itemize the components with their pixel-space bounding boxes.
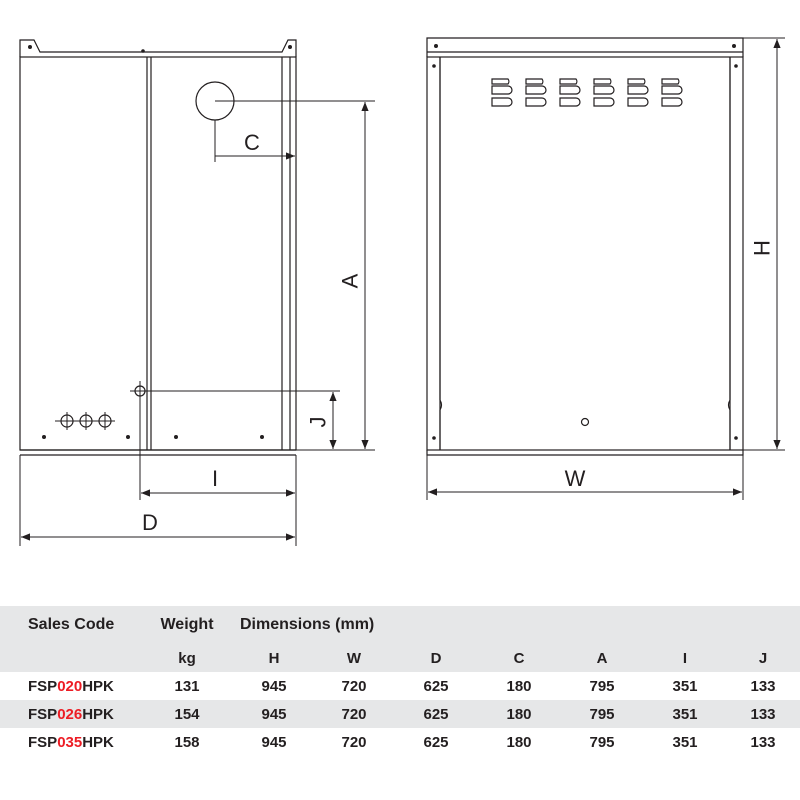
weight-cell: 154 (140, 700, 234, 728)
side-cap-screw-mid (141, 49, 145, 53)
side-cap-screw-left (28, 45, 32, 49)
header-weight: Weight (140, 606, 234, 644)
header-dimensions: Dimensions (mm) (234, 606, 800, 644)
table-row: FSP035HPK 158 945 720 625 180 795 351 133 (0, 728, 800, 756)
header-a: A (560, 644, 644, 672)
dim-j-label: J (305, 416, 331, 428)
model-number: 035 (57, 733, 83, 751)
table-row: FSP020HPK 131 945 720 625 180 795 351 133 (0, 672, 800, 700)
sales-code: FSP026HPK (0, 700, 140, 728)
dim-d-label: D (142, 510, 158, 535)
header-d: D (394, 644, 478, 672)
header-weight-unit: kg (140, 644, 234, 672)
dim-c-label: C (244, 130, 260, 155)
side-cap-screw-right (288, 45, 292, 49)
dim-h-label: H (749, 240, 775, 256)
weight-cell: 158 (174, 733, 200, 751)
table-row: FSP026HPK 154 945 720 625 180 795 351 133 (0, 700, 800, 728)
front-view (427, 38, 743, 455)
specification-table (0, 606, 800, 756)
front-body (427, 57, 743, 450)
model-number: 026 (57, 705, 83, 723)
table-subheader-row (0, 644, 800, 672)
header-c: C (478, 644, 560, 672)
sales-code: FSP035HPK (28, 733, 114, 751)
dim-a-label: A (337, 273, 363, 289)
dim-i-label: I (211, 466, 219, 491)
header-i: I (644, 644, 726, 672)
header-w: W (314, 644, 394, 672)
model-number: 020 (57, 677, 83, 695)
front-top-cap (427, 38, 743, 57)
dim-w-label: W (564, 466, 586, 491)
header-h: H (234, 644, 314, 672)
header-j: J (726, 644, 800, 672)
side-top-cap (20, 40, 296, 57)
front-base (427, 450, 743, 455)
header-sales-code: Sales Code (0, 606, 140, 644)
weight-cell: 131 (174, 677, 200, 695)
sales-code: FSP020HPK (28, 677, 114, 695)
table-header-row (0, 606, 800, 644)
side-view (20, 40, 296, 455)
